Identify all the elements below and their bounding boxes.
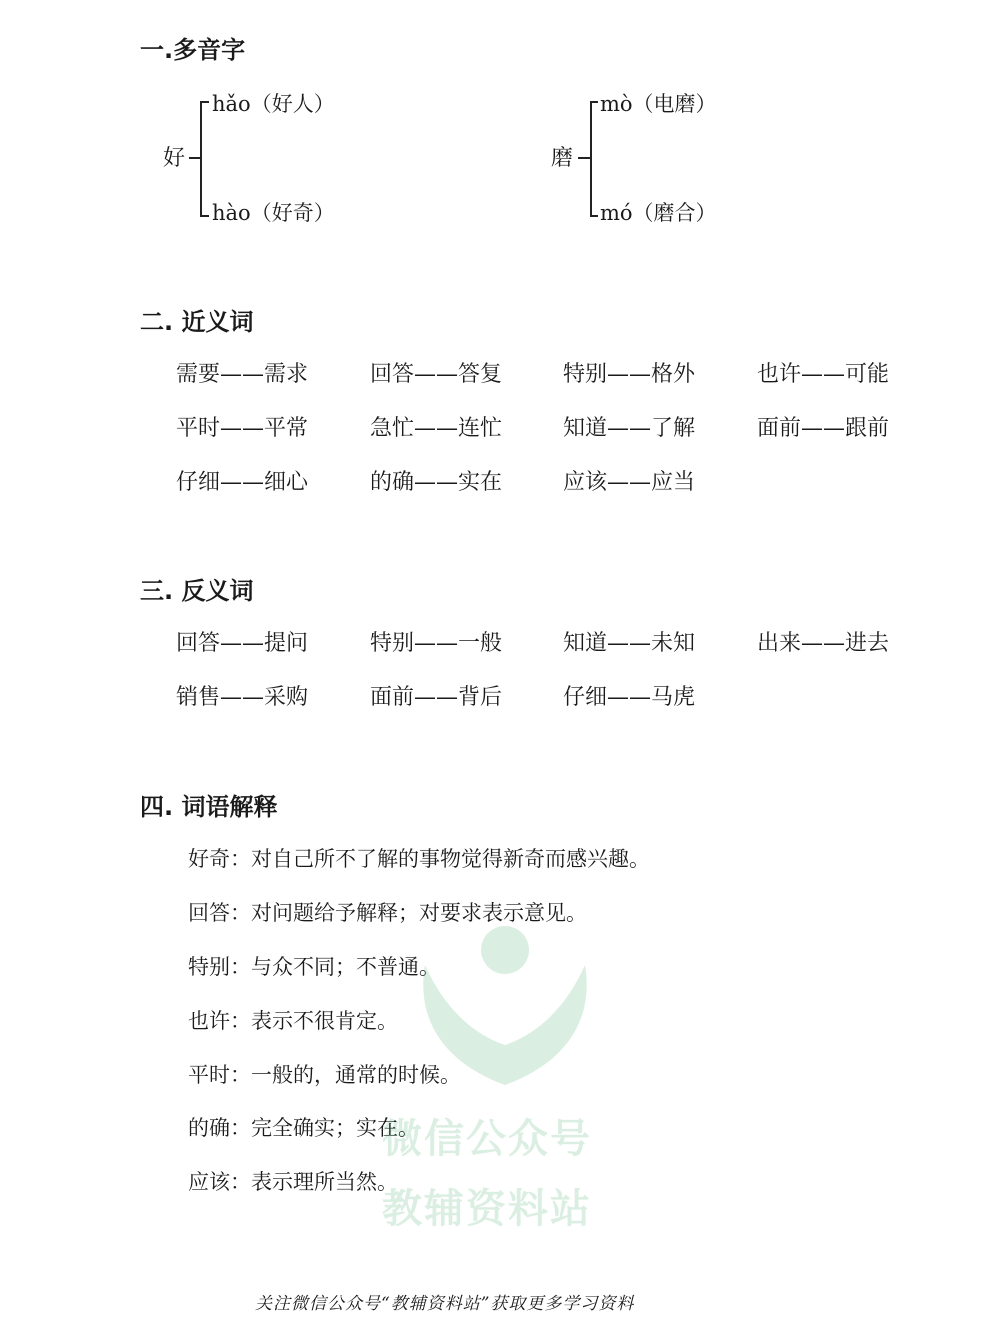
synonym-pair: 的确——实在 xyxy=(370,470,503,495)
polyphone-char: 好 xyxy=(163,146,186,171)
definition-item: 的确：完全确实；实在。 xyxy=(188,1116,419,1140)
heading-synonyms: 二. 近义词 xyxy=(140,308,254,336)
synonym-pair: 平时——平常 xyxy=(176,416,309,441)
synonym-pair: 仔细——细心 xyxy=(176,470,309,495)
brace-tick xyxy=(590,215,598,217)
polyphone-reading: mó（磨合） xyxy=(600,201,717,225)
antonym-pair: 特别——一般 xyxy=(370,631,503,656)
synonym-pair: 应该——应当 xyxy=(563,470,696,495)
heading-antonyms: 三. 反义词 xyxy=(140,577,254,605)
synonym-pair: 知道——了解 xyxy=(563,416,696,441)
watermark-logo-icon xyxy=(380,915,630,1095)
brace-line xyxy=(590,101,592,217)
brace-tick xyxy=(200,215,209,217)
synonym-pair: 需要——需求 xyxy=(176,362,309,387)
definition-item: 特别：与众不同；不普通。 xyxy=(188,955,440,979)
polyphone-reading: mò（电磨） xyxy=(600,92,717,116)
polyphone-char: 磨 xyxy=(551,146,574,171)
synonym-pair: 回答——答复 xyxy=(370,362,503,387)
antonym-pair: 出来——进去 xyxy=(757,631,890,656)
brace-tick xyxy=(578,157,591,159)
definition-item: 应该：表示理所当然。 xyxy=(188,1170,398,1194)
polyphone-reading: hǎo（好人） xyxy=(212,92,335,116)
watermark-line: 教辅资料站 xyxy=(382,1186,592,1232)
antonym-pair: 仔细——马虎 xyxy=(563,685,696,710)
heading-polyphone: 一.多音字 xyxy=(140,36,246,64)
watermark-line: 微信公众号 xyxy=(382,1116,592,1162)
brace-tick xyxy=(189,157,201,159)
antonym-pair: 销售——采购 xyxy=(176,685,309,710)
brace-line xyxy=(200,101,202,217)
definition-item: 也许：表示不很肯定。 xyxy=(188,1009,398,1033)
synonym-pair: 也许——可能 xyxy=(757,362,890,387)
definition-item: 好奇：对自己所不了解的事物觉得新奇而感兴趣。 xyxy=(188,847,650,871)
footer-note: 关注微信公众号“教辅资料站”获取更多学习资料 xyxy=(255,1294,635,1314)
synonym-pair: 面前——跟前 xyxy=(757,416,890,441)
heading-definitions: 四. 词语解释 xyxy=(140,793,278,821)
antonym-pair: 面前——背后 xyxy=(370,685,503,710)
synonym-pair: 特别——格外 xyxy=(563,362,696,387)
antonym-pair: 回答——提问 xyxy=(176,631,309,656)
synonym-pair: 急忙——连忙 xyxy=(370,416,503,441)
brace-tick xyxy=(200,101,209,103)
antonym-pair: 知道——未知 xyxy=(563,631,696,656)
definition-item: 回答：对问题给予解释；对要求表示意见。 xyxy=(188,901,587,925)
watermark xyxy=(380,915,630,1245)
polyphone-reading: hào（好奇） xyxy=(212,201,335,225)
brace-tick xyxy=(590,101,598,103)
definition-item: 平时：一般的，通常的时候。 xyxy=(188,1063,461,1087)
